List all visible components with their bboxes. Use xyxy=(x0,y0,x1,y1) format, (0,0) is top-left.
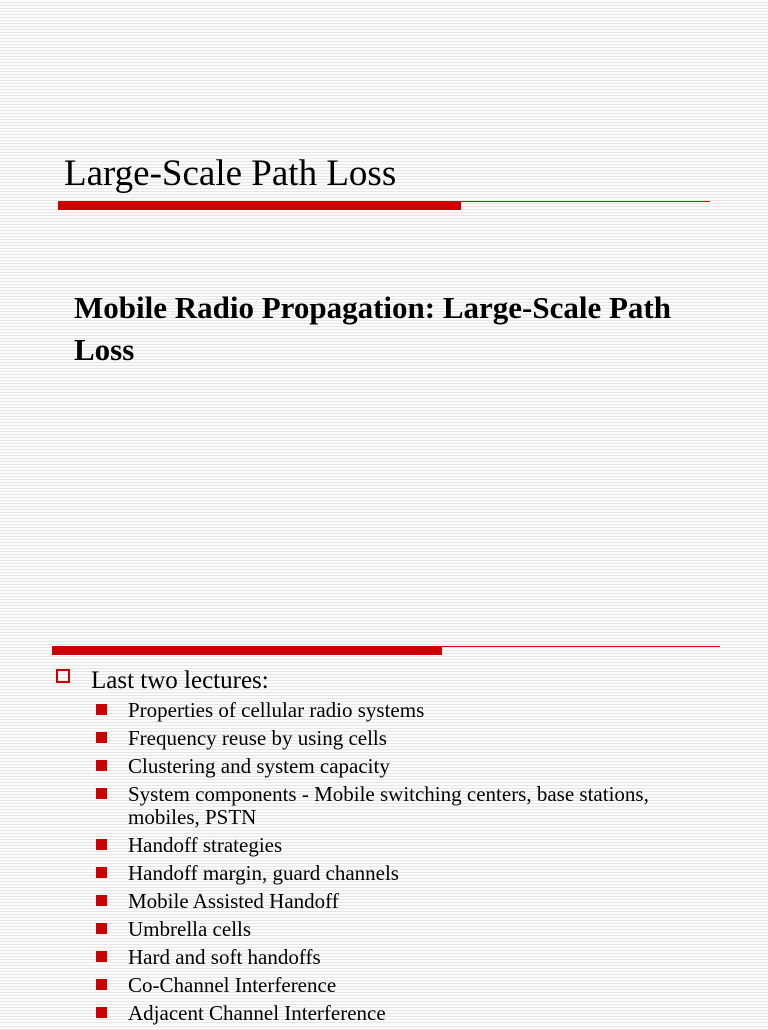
list-item xyxy=(0,755,768,778)
list-item xyxy=(0,946,768,969)
slide-title: Large-Scale Path Loss xyxy=(64,153,397,194)
title-rule-thin xyxy=(461,201,710,202)
hollow-square-bullet-icon xyxy=(56,669,70,683)
body-rule-thin xyxy=(442,646,720,647)
list-item-text: Co-Channel Interference xyxy=(128,973,337,997)
list-item xyxy=(0,890,768,913)
slide-subtitle: Mobile Radio Propagation: Large-Scale Path Loss xyxy=(74,290,671,367)
filled-square-bullet-icon xyxy=(96,760,107,771)
list-item-text: Adjacent Channel Interference xyxy=(128,1001,386,1025)
list-item-text: Clustering and system capacity xyxy=(128,754,390,778)
filled-square-bullet-icon xyxy=(96,867,107,878)
sub-bullet-list xyxy=(0,699,768,1025)
list-item xyxy=(0,974,768,997)
list-item xyxy=(0,1002,768,1025)
list-item-text: Frequency reuse by using cells xyxy=(128,726,387,750)
filled-square-bullet-icon xyxy=(96,923,107,934)
list-item-text: Handoff strategies xyxy=(128,833,283,857)
title-rule-thick xyxy=(58,201,461,210)
body-rule-thick xyxy=(52,646,442,655)
list-item xyxy=(0,783,768,829)
filled-square-bullet-icon xyxy=(96,839,107,850)
list-item xyxy=(0,834,768,857)
filled-square-bullet-icon xyxy=(96,951,107,962)
filled-square-bullet-icon xyxy=(96,1007,107,1018)
list-item xyxy=(0,699,768,722)
list-item-text: Properties of cellular radio systems xyxy=(128,698,425,722)
filled-square-bullet-icon xyxy=(96,704,107,715)
list-item xyxy=(0,918,768,941)
list-item-text: Hard and soft handoffs xyxy=(128,945,321,969)
filled-square-bullet-icon xyxy=(96,732,107,743)
list-item xyxy=(0,727,768,750)
list-item-text: Umbrella cells xyxy=(128,917,252,941)
bullet-heading-text: Last two lectures: xyxy=(91,667,269,694)
list-item xyxy=(0,862,768,885)
bullet-list xyxy=(0,663,768,1030)
filled-square-bullet-icon xyxy=(96,788,107,799)
list-item-text: Mobile Assisted Handoff xyxy=(128,889,339,913)
list-item-text: Handoff margin, guard channels xyxy=(128,861,399,885)
filled-square-bullet-icon xyxy=(96,895,107,906)
list-item-text: System components - Mobile switching centers, base stations, mobiles, PSTN xyxy=(128,782,649,829)
filled-square-bullet-icon xyxy=(96,979,107,990)
bullet-heading xyxy=(0,663,768,699)
